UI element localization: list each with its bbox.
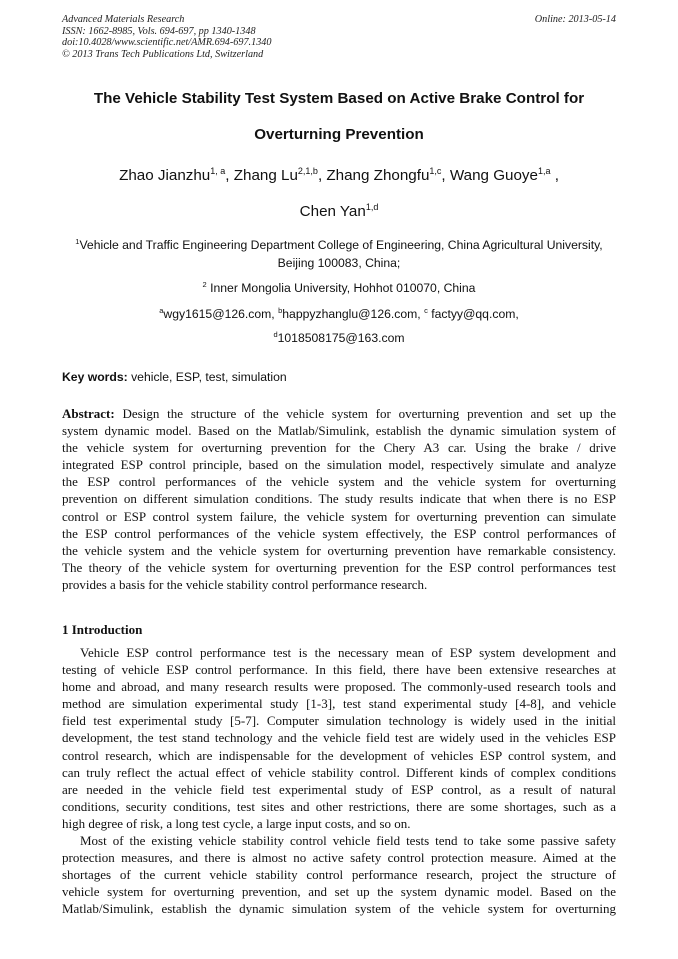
intro-line: shortages of the current vehicle stability control performance research, project the structure of [62,867,616,883]
keywords [62,370,616,384]
author-list-line-2 [40,203,638,220]
intro-line: development, the test stand technology and the vehicle field test are widely used in the vehicles ESP [62,730,616,746]
intro-line: Vehicle ESP control performance test is the necessary mean of ESP system development and [80,645,616,660]
issn-line: ISSN: 1662-8985, Vols. 694-697, pp 1340-1348 [62,25,256,37]
author-sup: 1,c [429,166,442,176]
abstract-line [62,405,616,422]
author-name: Zhang Zhongfu [326,167,430,184]
intro-line: protection measures, and there is almost no active safety control protection measure. Aimed at the [62,850,616,866]
email-address: wgy1615@126.com, [163,307,279,321]
author-sup: 2,1,b [297,166,318,176]
abstract-first-line: Design the structure of the vehicle system for overturning prevention and set up the [114,406,616,421]
intro-line: testing of vehicle ESP control performance. In this field, there have been extensive researches at [62,662,616,678]
affiliation-1-line-2: Beijing 100083, China; [277,256,401,270]
intro-line: high degree of risk, a long test cycle, a large input costs, and so on. [62,815,411,831]
affiliation-1-line-1: Vehicle and Traffic Engineering Department College of Engineering, China Agricultural University, [79,238,603,252]
author-sep: , [225,167,234,184]
doi-line: doi:10.4028/www.scientific.net/AMR.694-697.1340 [62,37,272,49]
intro-line: conditions, security conditions, test sites and other restrictions, there are some shortages, such as a [62,798,616,814]
intro-line: vehicle system for overturning prevention, and set up the system dynamic model. Based on the [62,884,616,900]
abstract-line: the ESP control performances of the vehicle system effectively, the ESP control performances of [62,525,616,541]
abstract-line: system dynamic model. Based on the Matlab/Simulink, establish the dynamic simulation system of [62,423,616,439]
intro-line: Most of the existing vehicle stability control vehicle field tests tend to take some passive safety [80,833,616,849]
keywords-label: Key words: [62,370,128,384]
affiliation-sup: 2 [202,280,207,289]
affiliation-2 [62,279,616,297]
affiliation-1 [62,236,616,272]
author-sup: 1, a [210,166,226,176]
author-name: Wang Guoye [449,167,538,184]
author-name: Zhao Jianzhu [119,167,211,184]
section-heading-introduction: 1 Introduction [62,622,143,637]
abstract-line: the vehicle system and the vehicle system for overturning prevention have remarkable consistency. [62,542,616,558]
abstract-line: The theory of the vehicle system for overturning prevention for the ESP control performances test [62,559,616,575]
email-sup: a [159,306,164,315]
abstract-line: the ESP control performances of the vehicle system and the vehicle system for overturning [62,474,616,490]
author-sep: , [317,167,327,184]
email-sup: c [424,306,428,315]
abstract-line: provides a basis for the vehicle stability control performance research. [62,576,428,592]
intro-line: can truly reflect the actual effect of vehicle stability control. Different kinds of complex conditions [62,764,616,780]
author-name: Chen Yan [299,203,366,220]
affiliation-sup: 1 [75,237,80,246]
email-d [62,329,616,347]
author-sep: , [550,167,559,184]
email-address: 1018508175@163.com [277,331,405,345]
intro-line: method are simulation experimental study [1-3], test stand experimental study [4-8], and vehicle [62,696,616,712]
abstract [62,405,616,593]
intro-line: control research, which are indispensable for the development of vehicles ESP control system, and [62,747,616,763]
email-list [62,305,616,323]
author-sep: , [441,167,450,184]
journal-name: Advanced Materials Research [62,14,185,25]
intro-line: Matlab/Simulink, establish the dynamic simulation system of the vehicle system for overturning [62,901,616,917]
intro-line: are needed in the vehicle field test experimental study of ESP control, as a result of natural [62,781,616,797]
email-sup: b [278,306,283,315]
paper-title-line-2: Overturning Prevention [254,126,424,143]
intro-line: field test experimental study [5-7]. Computer simulation technology is widely used in the initial [62,713,616,729]
affiliation-2-text: Inner Mongolia University, Hohhot 010070, China [206,281,476,295]
abstract-line: prevention on different simulation conditions. The study results indicate that when there is no ESP [62,491,616,507]
copyright-line: © 2013 Trans Tech Publications Ltd, Switzerland [62,48,264,60]
email-address: factyy@qq.com, [427,307,519,321]
keywords-text: vehicle, ESP, test, simulation [127,370,287,384]
abstract-line: control or ESP control system failure, the vehicle system for overturning prevention can simulate [62,508,616,524]
author-sup: 1,d [365,202,379,212]
abstract-line: integrated ESP control principle, based on the simulation model, respectively simulate and analyze [62,457,616,473]
abstract-line: the vehicle system for overturning prevention for the Chery A3 car. Using the brake / drive [62,440,616,456]
author-list [40,167,638,184]
author-sup: 1,a [537,166,551,176]
intro-paragraph-1 [62,644,616,918]
intro-line: home and abroad, and many research results were proposed. The commonly-used research tools and [62,679,616,695]
email-address: happyzhanglu@126.com, [282,307,425,321]
email-sup: d [273,330,278,339]
journal-header [62,14,616,60]
author-name: Zhang Lu [233,167,298,184]
abstract-label: Abstract: [62,406,115,421]
paper-title-line-1: The Vehicle Stability Test System Based on Active Brake Control for [93,90,585,107]
online-date: Online: 2013-05-14 [534,14,616,25]
